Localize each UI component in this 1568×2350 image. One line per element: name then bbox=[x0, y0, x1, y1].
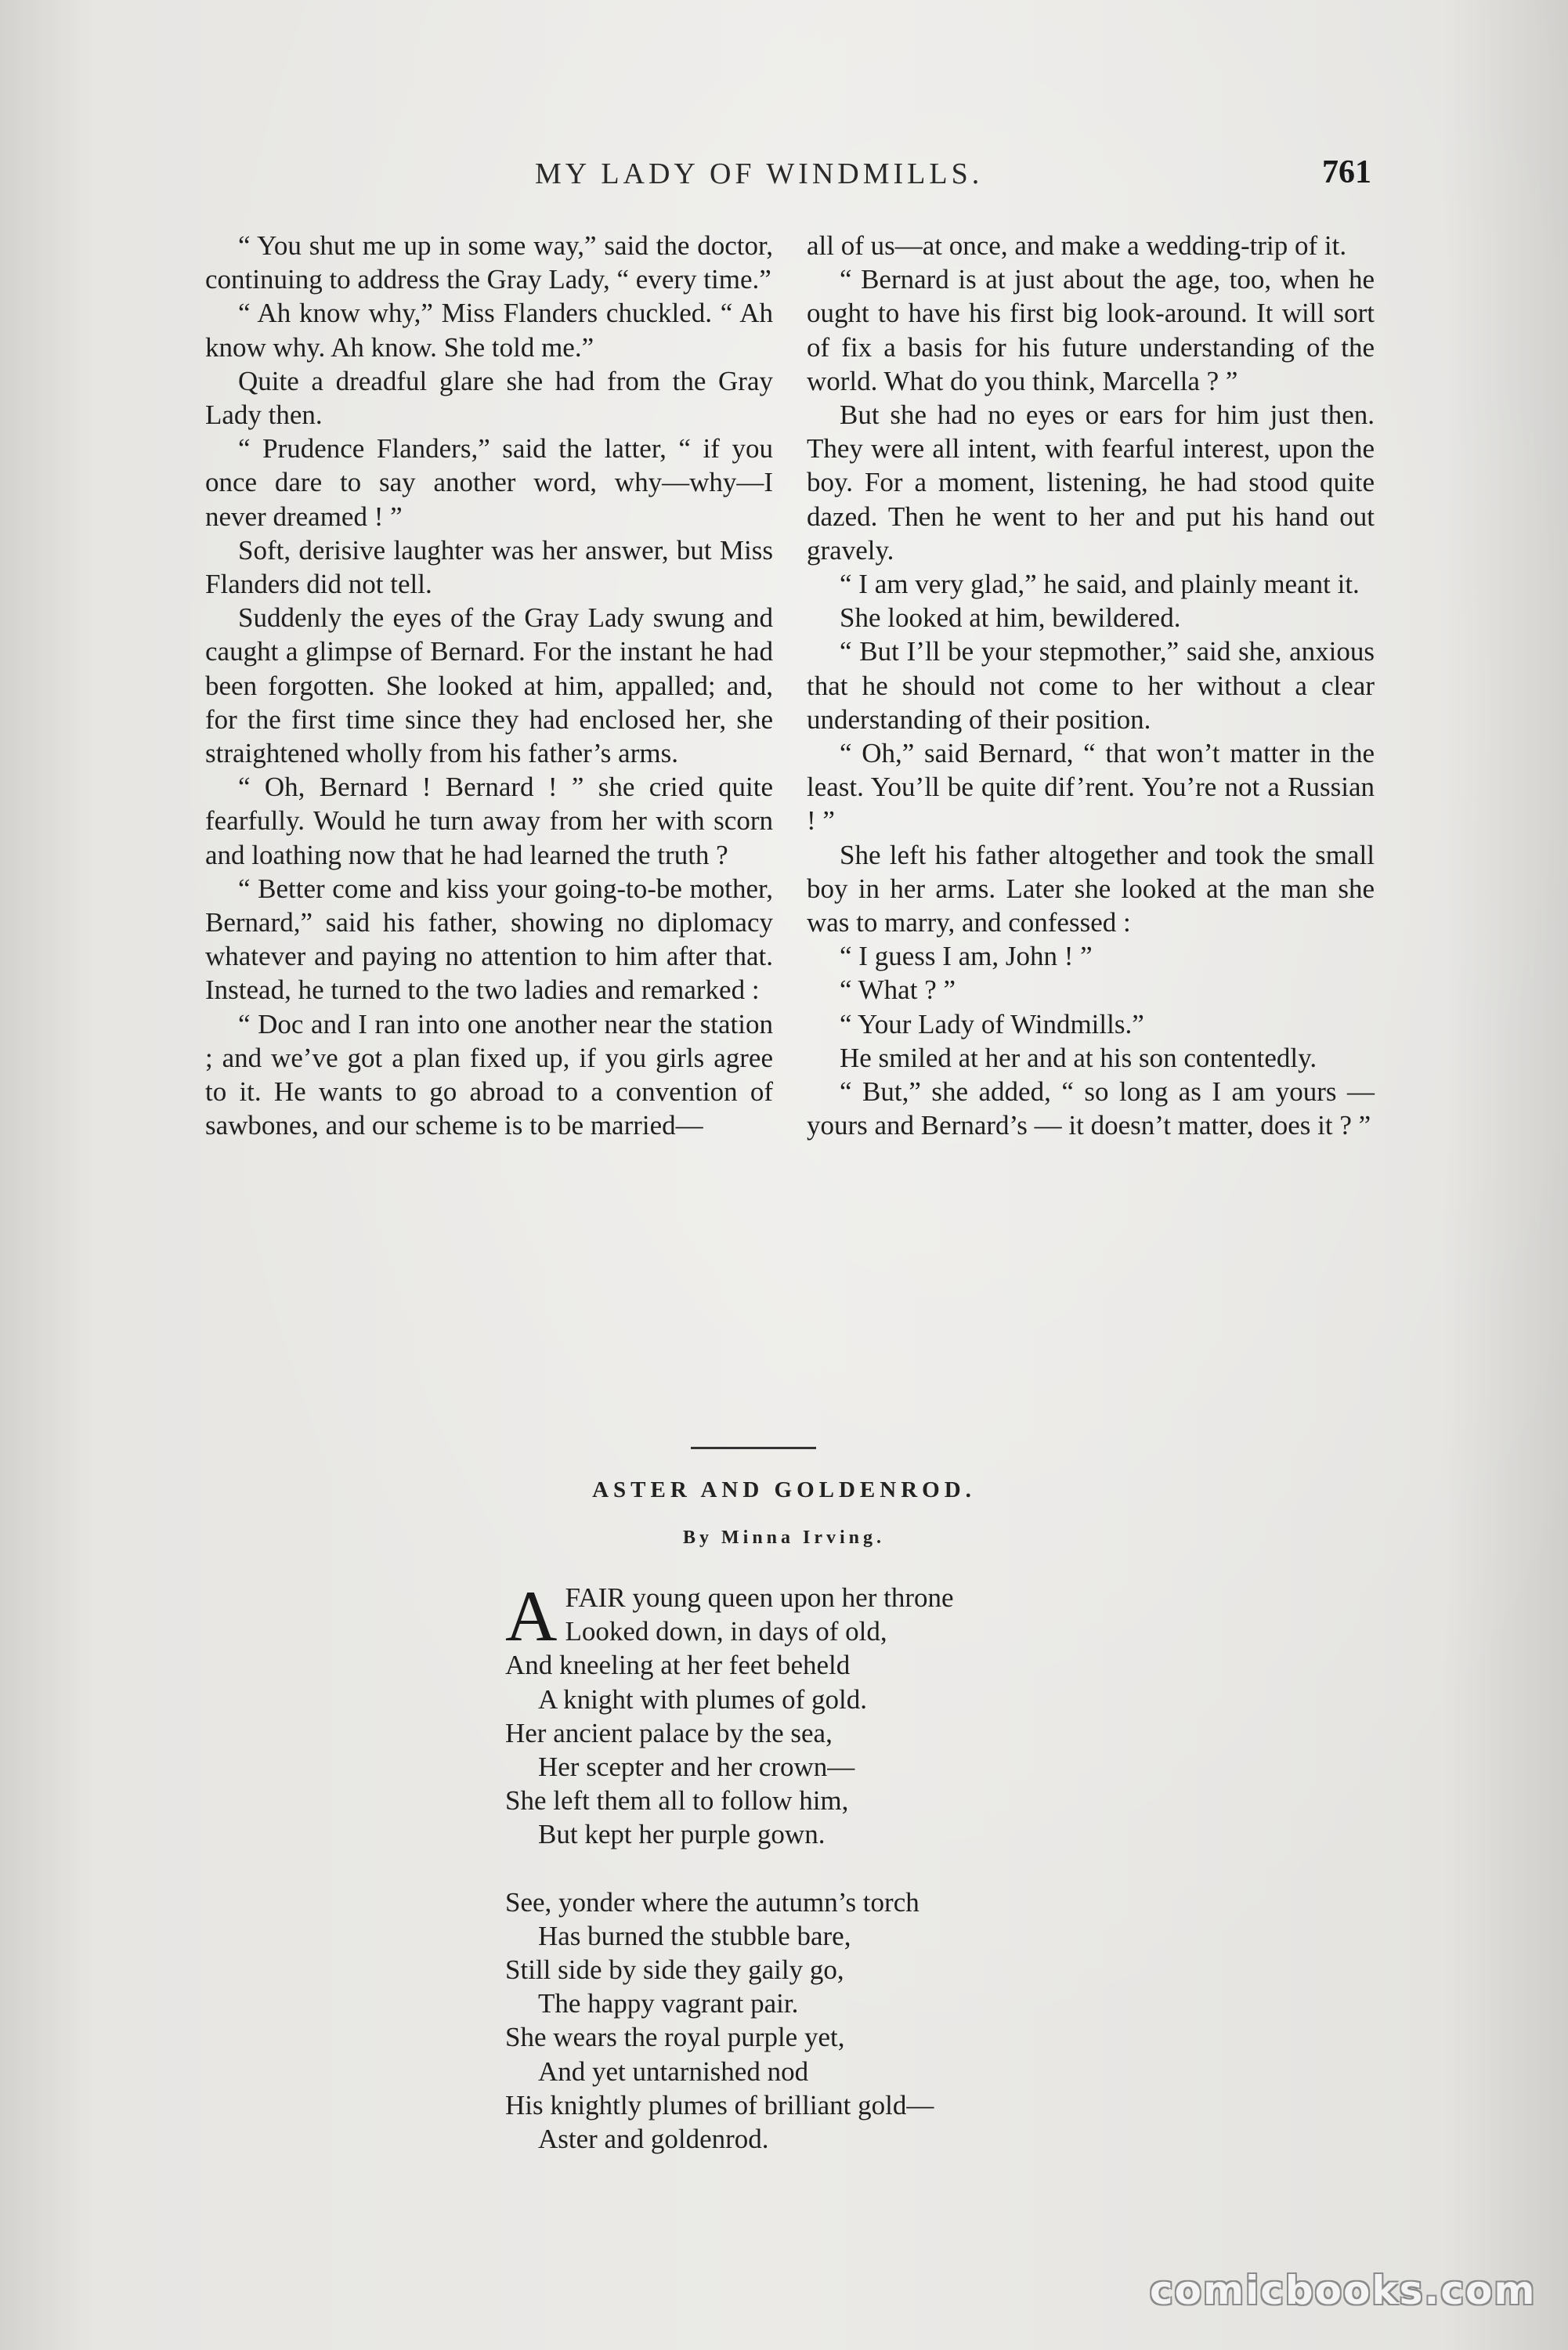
stanza-2 bbox=[505, 1885, 1132, 2157]
poem-byline: By Minna Irving. bbox=[682, 1528, 886, 1548]
stanza-1 bbox=[505, 1576, 1132, 1852]
site-watermark: comicbooks.com bbox=[1150, 2268, 1537, 2313]
paragraph: But she had no eyes or ears for him just then. They were all intent, with fearful interest, upon the boy. For a moment, listening, he had stood quite dazed. Then he went to her and put his hand out gravely. bbox=[807, 400, 1375, 566]
poem-title: ASTER AND GOLDENROD. bbox=[592, 1477, 976, 1502]
paragraph: Quite a dreadful glare she had from the Gray Lady then. bbox=[205, 365, 773, 431]
running-title: MY LADY OF WINDMILLS. bbox=[535, 157, 984, 190]
poem-line: Her scepter and her crown— bbox=[538, 1752, 855, 1783]
drop-cap: A bbox=[505, 1576, 558, 1656]
right-column bbox=[807, 229, 1375, 1142]
page-number: 761 bbox=[1322, 154, 1371, 190]
paragraph: “ But I’ll be your stepmother,” said she, anxious that he should not come to her without a clear understanding of their position. bbox=[807, 636, 1375, 735]
poem-line: Looked down, in days of old, bbox=[565, 1616, 887, 1647]
paragraph: “ Your Lady of Windmills.” bbox=[840, 1008, 1144, 1039]
paragraph: Suddenly the eyes of the Gray Lady swung and caught a glimpse of Bernard. For the instant he had been forgotten. She looked at him, appalled; and, for the first time since they had enclosed her, she straightened wholly from his father’s arms. bbox=[205, 602, 773, 769]
poem-line: But kept her purple gown. bbox=[538, 1819, 826, 1850]
poem-line: A knight with plumes of gold. bbox=[538, 1683, 867, 1715]
paragraph: “ What ? ” bbox=[840, 974, 956, 1006]
poem-line: Still side by side they gaily go, bbox=[505, 1954, 844, 1986]
poem-line: She wears the royal purple yet, bbox=[505, 2022, 845, 2053]
poem-line: His knightly plumes of brilliant gold— bbox=[505, 2089, 934, 2120]
paragraph: “ I guess I am, John ! ” bbox=[840, 941, 1093, 972]
paragraph: “ Ah know why,” Miss Flanders chuckled. “ Ah know why. Ah know. She told me.” bbox=[205, 298, 773, 363]
paragraph: “ Oh,” said Bernard, “ that won’t matter in the least. You’ll be quite dif’rent. You’re not a Russian ! ” bbox=[807, 738, 1375, 837]
poem-line: Aster and goldenrod. bbox=[538, 2124, 769, 2155]
paragraph: “ You shut me up in some way,” said the doctor, continuing to address the Gray Lady, “ every time.” bbox=[205, 230, 773, 295]
poem-line: And yet untarnished nod bbox=[538, 2055, 809, 2087]
poem-line: FAIR young queen upon her throne bbox=[565, 1582, 954, 1613]
paragraph: “ I am very glad,” he said, and plainly meant it. bbox=[840, 569, 1360, 600]
paragraph: “ Oh, Bernard ! Bernard ! ” she cried quite fearfully. Would he turn away from her with scorn and loathing now that he had learned the truth ? bbox=[205, 772, 773, 870]
paragraph: She looked at him, bewildered. bbox=[840, 602, 1181, 634]
paragraph: “ Prudence Flanders,” said the latter, “ if you once dare to say another word, why—why—I never dreamed ! ” bbox=[205, 433, 773, 532]
paragraph: Soft, derisive laughter was her answer, but Miss Flanders did not tell. bbox=[205, 534, 773, 600]
paragraph: “ Bernard is at just about the age, too, when he ought to have his first big look-around. It will sort of fix a basis for his future understanding of the world. What do you think, Marcella ? ” bbox=[807, 264, 1375, 396]
poem-body bbox=[505, 1576, 1132, 2189]
left-column bbox=[205, 229, 773, 1142]
paragraph: “ Better come and kiss your going-to-be mother, Bernard,” said his father, showing no diplomacy whatever and paying no attention to him after that. Instead, he turned to the two ladies and remarked : bbox=[205, 873, 773, 1006]
paragraph: She left his father altogether and took the small boy in her arms. Later she looked at the man she was to marry, and confessed : bbox=[807, 839, 1375, 938]
section-divider bbox=[691, 1447, 816, 1449]
poem-line: Her ancient palace by the sea, bbox=[505, 1717, 833, 1748]
poem-line: Has burned the stubble bare, bbox=[538, 1920, 851, 1951]
poem-line: And kneeling at her feet beheld bbox=[505, 1650, 851, 1681]
paragraph: all of us—at once, and make a wedding-trip of it. bbox=[807, 230, 1347, 261]
paragraph: “ But,” she added, “ so long as I am yours — yours and Bernard’s — it doesn’t matter, does it ? ” bbox=[807, 1076, 1375, 1141]
paragraph: He smiled at her and at his son contentedly. bbox=[840, 1042, 1317, 1073]
poem-line: See, yonder where the autumn’s torch bbox=[505, 1886, 919, 1918]
poem-line: The happy vagrant pair. bbox=[538, 1988, 799, 2019]
poem-line: She left them all to follow him, bbox=[505, 1785, 849, 1817]
paragraph: “ Doc and I ran into one another near the station ; and we’ve got a plan fixed up, if you girls agree to it. He wants to go abroad to a convention of sawbones, and our scheme is to be married— bbox=[205, 1008, 773, 1141]
